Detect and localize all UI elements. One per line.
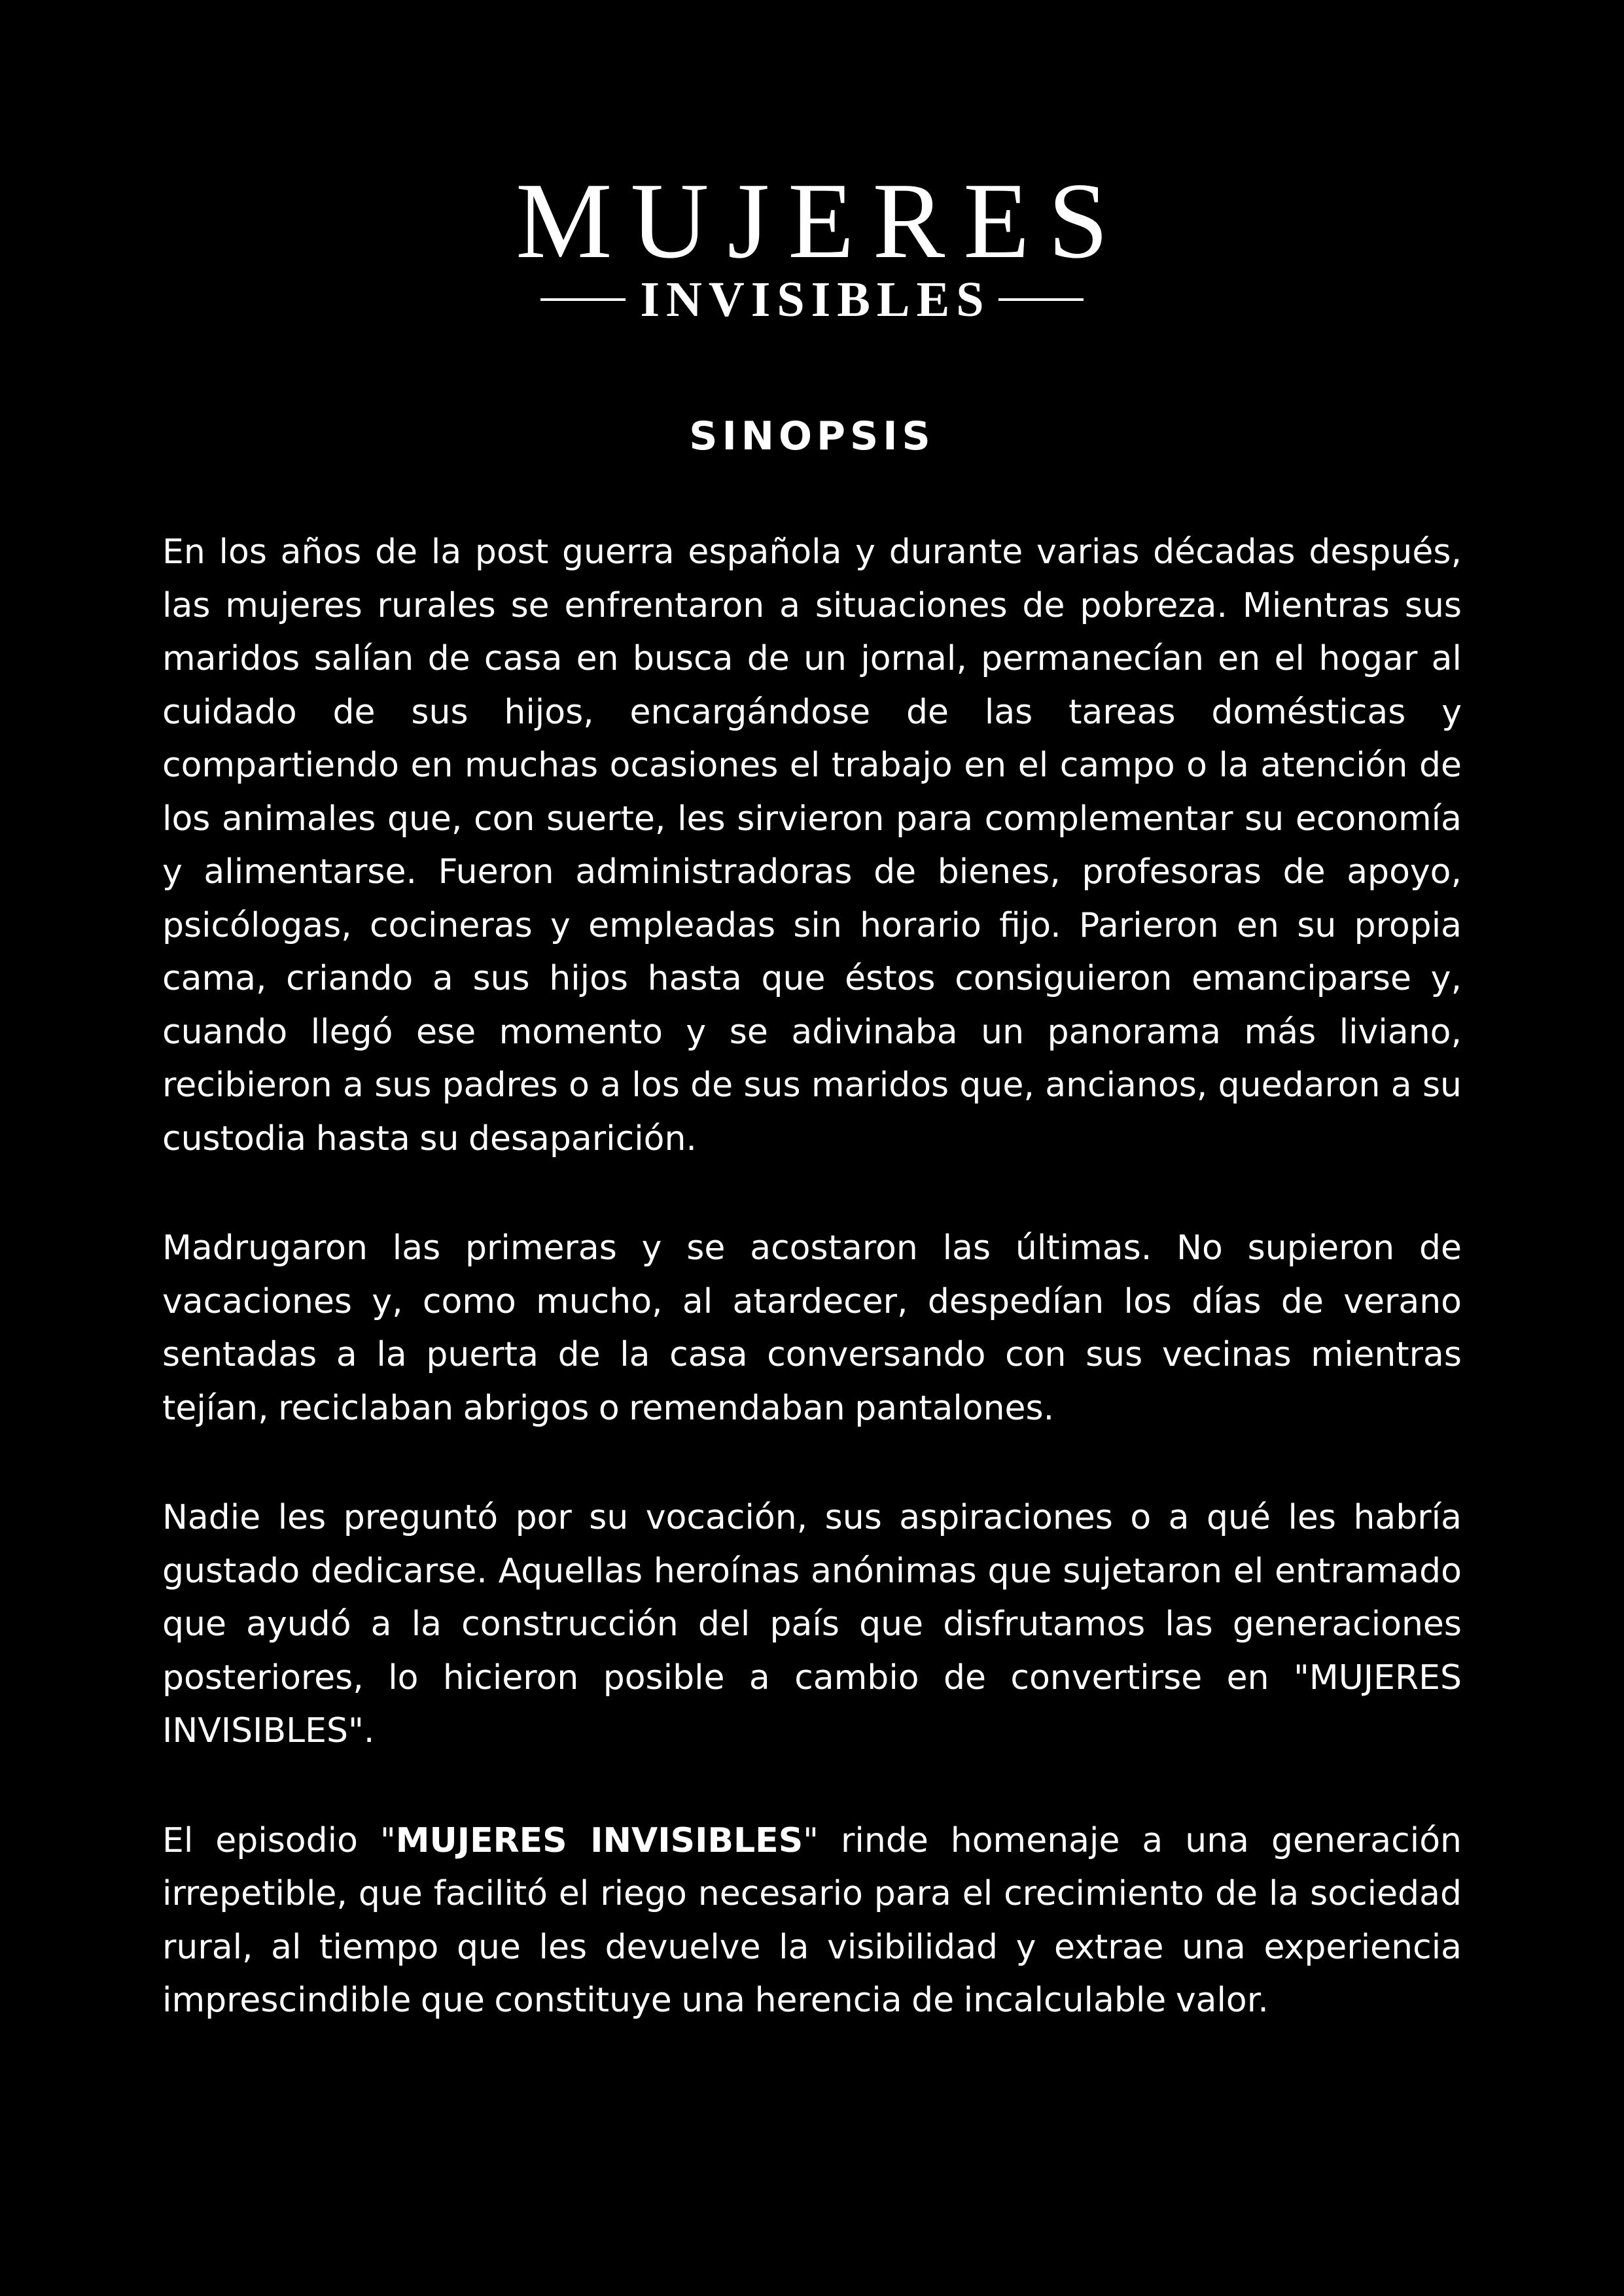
paragraph-3: Nadie les preguntó por su vocación, sus aspiraciones o a qué les habría gustado dedicarse. Aquellas heroínas anónimas que sujetaron el entramado que ayudó a la construcción del país que disfrutamos las generaciones posteriores, lo hicieron posible a cambio de convertirse en "MUJERES INVISIBLES". [162,1498,1462,1750]
logo-subtitle: INVISIBLES [640,272,991,327]
logo-subtitle-row [0,273,1624,326]
paragraph-4 [162,1815,1462,2028]
paragraph-1: En los años de la post guerra española y durante varias décadas después, las mujeres rurales se enfrentaron a situaciones de pobreza. Mientras sus maridos salían de casa en busca de un jornal, permanecían en el hogar al cuidado de sus hijos, encargándose de las tareas domésticas y compartiendo en muchas ocasiones el trabajo en el campo o la atención de los animales que, con suerte, les sirvieron para complementar su economía y alimentarse. Fueron administradoras de bienes, profesoras de apoyo, psicólogas, cocineras y empleadas sin horario fijo. Parieron en su propia cama, criando a sus hijos hasta que éstos consiguieron emanciparse y, cuando llegó ese momento y se adivinaba un panorama más liviano, recibieron a sus padres o a los de sus maridos que, ancianos, quedaron a su custodia hasta su desaparición. [162,532,1462,1158]
title-logo [0,160,1624,327]
synopsis-body [162,526,1462,2084]
logo-rule-left [540,298,626,301]
section-heading: SINOPSIS [689,413,935,459]
paragraph-4-prefix: El episodio " [162,1820,396,1860]
paragraph-2: Madrugaron las primeras y se acostaron las últimas. No supieron de vacaciones y, como mucho, al atardecer, despedían los días de verano sentadas a la puerta de la casa conversando con sus vecinas mientras tejían, reciclaban abrigos o remendaban pantalones. [162,1228,1462,1428]
logo-title: MUJERES [516,160,1127,281]
paragraph-4-bold-title: MUJERES INVISIBLES [395,1820,803,1860]
logo-rule-right [998,298,1084,301]
paragraph-4-suffix: " rinde homenaje a una generación irrepetible, que facilitó el riego necesario para el crecimiento de la sociedad rural, al tiempo que les devuelve la visibilidad y extrae una experiencia imprescindible que constituye una herencia de incalculable valor. [162,1820,1462,2020]
